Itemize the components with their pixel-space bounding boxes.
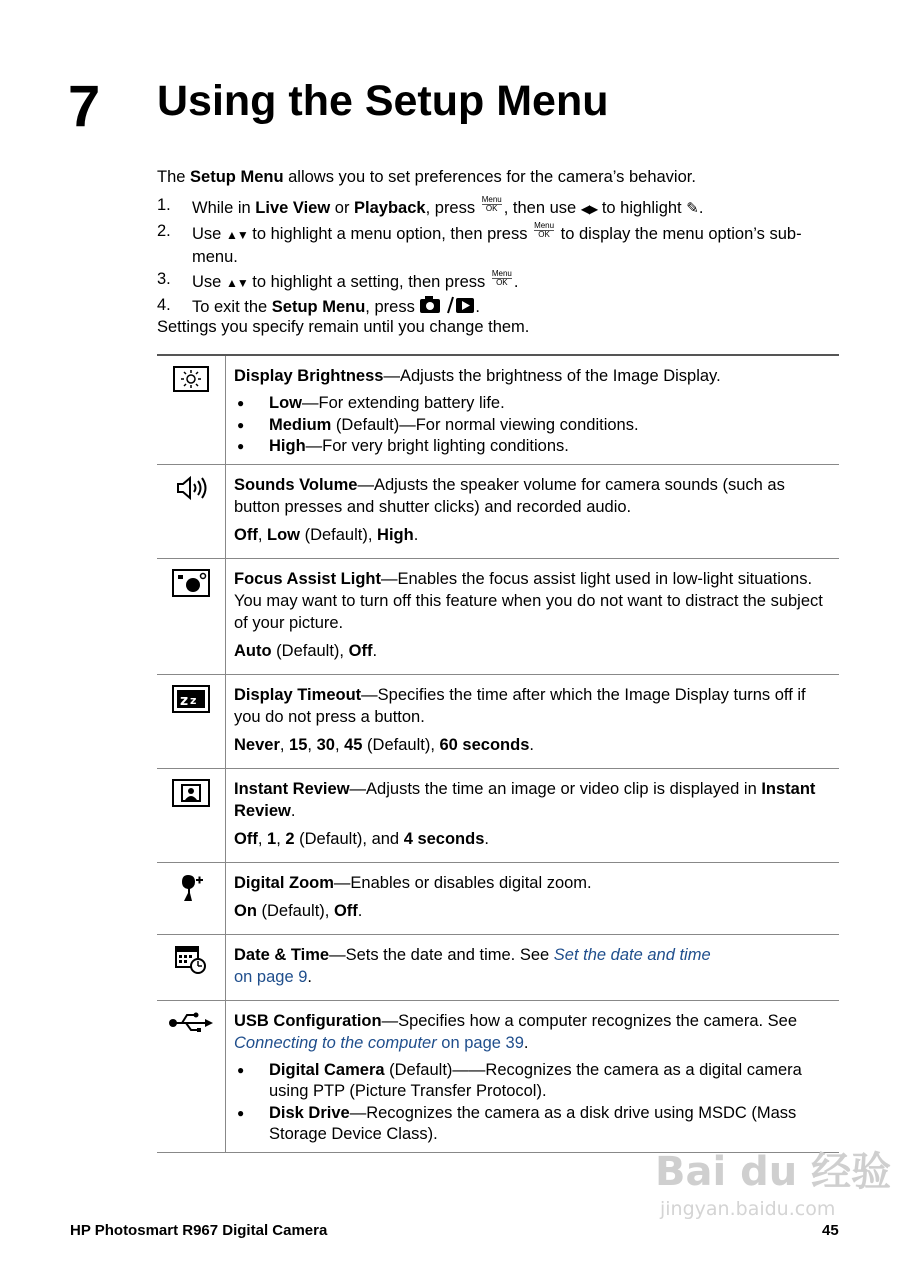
digital-zoom-icon — [178, 873, 204, 903]
svg-text:z: z — [190, 693, 197, 707]
display-brightness-icon — [173, 366, 209, 392]
focus-assist-light-icon — [172, 569, 210, 597]
chapter-number: 7 — [68, 74, 101, 139]
table-row: Focus Assist Light—Enables the focus assist light used in low-light situations. You may want to turn off this feature when you do not want to distract the subject of your picture. Auto (Default), Off. — [157, 558, 839, 674]
display-timeout-icon — [172, 685, 210, 713]
setting-title: Display Brightness — [234, 367, 384, 385]
setting-title: USB Configuration — [234, 1011, 382, 1030]
chapter-title: Using the Setup Menu — [157, 77, 609, 125]
connecting-computer-link[interactable]: Connecting to the computer — [234, 1033, 437, 1052]
step-4: 4. To exit the Setup Menu, press . — [157, 296, 480, 316]
menu-ok-button-icon: Menu OK — [491, 269, 512, 287]
page-reference-link[interactable]: on page 39 — [436, 1033, 524, 1052]
left-right-arrows-icon: ◀▶ — [580, 202, 598, 216]
table-row: z z Display Timeout—Specifies the time after which the Image Display turns off if you do not press a button. Never, 15, 30, 45 (Default), 60 seconds. — [157, 674, 839, 768]
camera-playback-icon — [419, 296, 475, 314]
svg-text:z: z — [180, 692, 189, 709]
steps-list — [157, 196, 837, 320]
setting-title: Digital Zoom — [234, 873, 334, 892]
intro-paragraph: The Setup Menu allows you to set preferences for the camera’s behavior. — [157, 168, 696, 186]
table-row: USB Configuration—Specifies how a computer recognizes the camera. See Connecting to the computer on page 39. ● Digital Camera (Default)——Recognizes the camera as a digital camera using PTP (Picture Transfer Protocol). ● Disk Drive—Recognizes the camera as a disk drive using MSDC (Mass Storage Device Class). — [157, 1000, 839, 1152]
table-row: Sounds Volume—Adjusts the speaker volume for camera sounds (such as button presses and shutter clicks) and recorded audio. Off, Low (Default), High. — [157, 464, 839, 558]
list-item: ● Low—For extending battery life. — [234, 393, 835, 415]
date-time-icon — [174, 945, 208, 975]
usb-icon — [168, 1011, 214, 1035]
outro-paragraph: Settings you specify remain until you change them. — [157, 318, 530, 336]
page-reference-link[interactable]: on page 9 — [234, 967, 308, 986]
menu-ok-button-icon: Menu OK — [534, 221, 555, 239]
footer-product-name: HP Photosmart R967 Digital Camera — [70, 1222, 328, 1239]
list-item: ● Digital Camera (Default)——Recognizes the camera as a digital camera using PTP (Picture Transfer Protocol). — [234, 1060, 835, 1103]
table-row: Date & Time—Sets the date and time. See Set the date and time on page 9. — [157, 934, 839, 1000]
setting-title: Date & Time — [234, 945, 330, 964]
baidu-watermark-url: jingyan.baidu.com — [660, 1198, 836, 1220]
setup-menu-table — [157, 354, 839, 1153]
footer-page-number: 45 — [822, 1222, 839, 1239]
table-row: Digital Zoom—Enables or disables digital zoom. On (Default), Off. — [157, 862, 839, 934]
setting-title: Instant Review — [234, 779, 350, 798]
date-time-link[interactable]: Set the date and time — [553, 945, 711, 964]
table-row: Display Brightness—Adjusts the brightness of the Image Display. ● Low—For extending battery life. ● Medium (Default)—For normal viewing conditions. ● High—For very bright lighting conditions. — [157, 355, 839, 464]
instant-review-icon — [172, 779, 210, 807]
step-2: 2. Use ▲▼ to highlight a menu option, then press Menu OK to display the menu option’s sub-menu. — [157, 221, 802, 266]
list-item: ● High—For very bright lighting conditions. — [234, 436, 835, 458]
step-3: 3. Use ▲▼ to highlight a setting, then press Menu OK . — [157, 269, 519, 291]
list-item: ● Medium (Default)—For normal viewing conditions. — [234, 415, 835, 437]
menu-ok-button-icon: Menu OK — [481, 195, 502, 213]
up-down-arrows-icon: ▲▼ — [225, 228, 248, 242]
step-1: 1. While in Live View or Playback, press Menu OK , then use ◀▶ to highlight ✎. — [157, 195, 704, 217]
list-item: ● Disk Drive—Recognizes the camera as a disk drive using MSDC (Mass Storage Device Class). — [234, 1103, 835, 1146]
up-down-arrows-icon: ▲▼ — [225, 276, 248, 290]
table-row: Instant Review—Adjusts the time an image or video clip is displayed in Instant Review. Off, 1, 2 (Default), and 4 seconds. — [157, 768, 839, 862]
setting-title: Sounds Volume — [234, 475, 358, 494]
setting-title: Focus Assist Light — [234, 569, 381, 588]
setting-title: Display Timeout — [234, 685, 362, 704]
speaker-icon — [174, 475, 208, 501]
baidu-watermark: Bai du 经验 — [655, 1149, 892, 1195]
wrench-icon: ✎ — [686, 200, 699, 217]
